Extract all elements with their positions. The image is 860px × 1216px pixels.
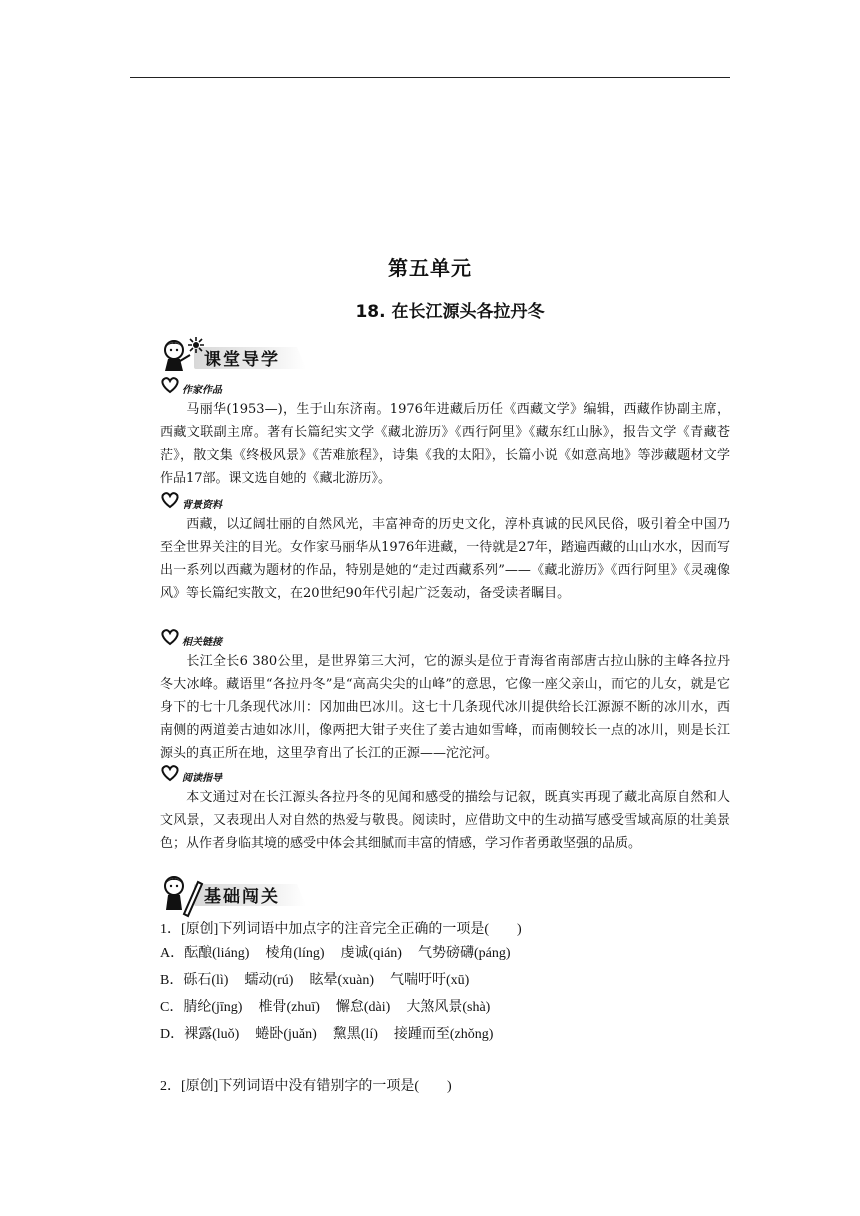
option-word: B．砾石(lì) bbox=[160, 973, 229, 988]
question-1-option-a bbox=[160, 942, 527, 962]
header-rule bbox=[130, 77, 730, 78]
subheading-label: 作家作品 bbox=[182, 384, 222, 396]
section-banner-classroom bbox=[160, 343, 330, 371]
section-heading: 课堂导学 bbox=[204, 349, 280, 370]
paragraph-text: 西藏，以辽阔壮丽的自然风光，丰富神奇的历史文化，淳朴真诚的民风民俗，吸引着全中国乃至全世界关注的目光。女作家马丽华从1976年进藏，一待就是27年，踏遍西藏的山山水水，因而写出一系列以西藏为题材的作品，特别是她的“走过西藏系列”——《藏北游历》《西行阿里》《灵魂像风》等长篇纪实散文，在20世纪90年代引起广泛轰动，备受读者瞩目。 bbox=[160, 517, 730, 601]
paragraph-text: 马丽华(1953—)，生于山东济南。1976年进藏后历任《西藏文学》编辑，西藏作协副主席，西藏文联副主席。著有长篇纪实文学《藏北游历》《西行阿里》《藏东红山脉》，报告文学《青藏苍茫》，散文集《终极风景》《苦难旅程》，诗集《我的太阳》，长篇小说《如意高地》等涉藏题材文学作品17部。课文选自她的《藏北游历》。 bbox=[160, 402, 730, 486]
option-word: 蠕动(rú) bbox=[244, 973, 294, 988]
option-word: 气喘吁吁(xū) bbox=[390, 973, 470, 988]
option-word: 虔诚(qián) bbox=[340, 946, 402, 961]
paragraph-author-works bbox=[160, 398, 730, 490]
option-word: A．酝酿(liáng) bbox=[160, 946, 250, 961]
subheading-author-works bbox=[160, 376, 222, 394]
section-heading: 基础闯关 bbox=[204, 886, 280, 907]
question-1-option-d bbox=[160, 1023, 509, 1043]
paragraph-text: 长江全长6 380公里，是世界第三大河，它的源头是位于青海省南部唐古拉山脉的主峰各拉丹冬大冰峰。藏语里“各拉丹冬”是“高高尖尖的山峰”的意思，它像一座父亲山，而它的儿女，就是它身下的七十几条现代冰川：冈加曲巴冰川。这七十几条现代冰川提供给长江源源不断的冰川水，西南侧的两道姜古迪如冰川，像两把大钳子夹住了姜古迪如雪峰，而南侧较长一点的冰川，则是长江源头的真正所在地，这里孕育出了长江的正源——沱沱河。 bbox=[160, 654, 730, 761]
option-word: 棱角(líng) bbox=[265, 946, 325, 961]
subheading-reading-guide bbox=[160, 764, 222, 782]
question-1-option-c bbox=[160, 996, 506, 1016]
option-word: 眩晕(xuàn) bbox=[309, 973, 374, 988]
cartoon-kid-pencil-icon bbox=[160, 874, 204, 918]
subheading-label: 相关链接 bbox=[182, 636, 222, 648]
section-banner-basics bbox=[160, 880, 330, 908]
option-word: 大煞风景(shà) bbox=[406, 1000, 491, 1015]
subheading-label: 阅读指导 bbox=[182, 772, 222, 784]
option-word: 黧黑(lí) bbox=[332, 1027, 378, 1042]
option-word: C．腈纶(jīng) bbox=[160, 1000, 243, 1015]
paragraph-reading-guide bbox=[160, 786, 730, 855]
subheading-label: 背景资料 bbox=[182, 499, 222, 511]
subheading-background bbox=[160, 491, 222, 509]
option-word: 懈怠(dài) bbox=[335, 1000, 391, 1015]
lesson-title: 18. 在长江源头各拉丹冬 bbox=[355, 302, 545, 322]
question-1-option-b bbox=[160, 969, 485, 989]
question-1-stem: 1．[原创]下列词语中加点字的注音完全正确的一项是( ) bbox=[160, 922, 522, 937]
heart-swirl-icon bbox=[160, 376, 180, 394]
paragraph-text: 本文通过对在长江源头各拉丹冬的见闻和感受的描绘与记叙，既真实再现了藏北高原自然和人文风景，又表现出人对自然的热爱与敬畏。阅读时，应借助文中的生动描写感受雪域高原的壮美景色；从作者身临其境的感受中体会其细腻而丰富的情感，学习作者勇敢坚强的品质。 bbox=[160, 790, 730, 851]
option-word: 气势磅礴(páng) bbox=[417, 946, 511, 961]
option-word: 接踵而至(zhǒng) bbox=[393, 1027, 494, 1042]
option-word: D．裸露(luǒ) bbox=[160, 1027, 240, 1042]
option-word: 椎骨(zhuī) bbox=[258, 1000, 320, 1015]
option-word: 蜷卧(juǎn) bbox=[255, 1027, 317, 1042]
paragraph-background bbox=[160, 513, 730, 605]
question-2-stem: 2．[原创]下列词语中没有错别字的一项是( ) bbox=[160, 1079, 452, 1094]
subheading-related-links bbox=[160, 628, 222, 646]
paragraph-related-links bbox=[160, 650, 730, 765]
heart-swirl-icon bbox=[160, 628, 180, 646]
heart-swirl-icon bbox=[160, 491, 180, 509]
unit-title: 第五单元 bbox=[388, 256, 472, 280]
heart-swirl-icon bbox=[160, 764, 180, 782]
